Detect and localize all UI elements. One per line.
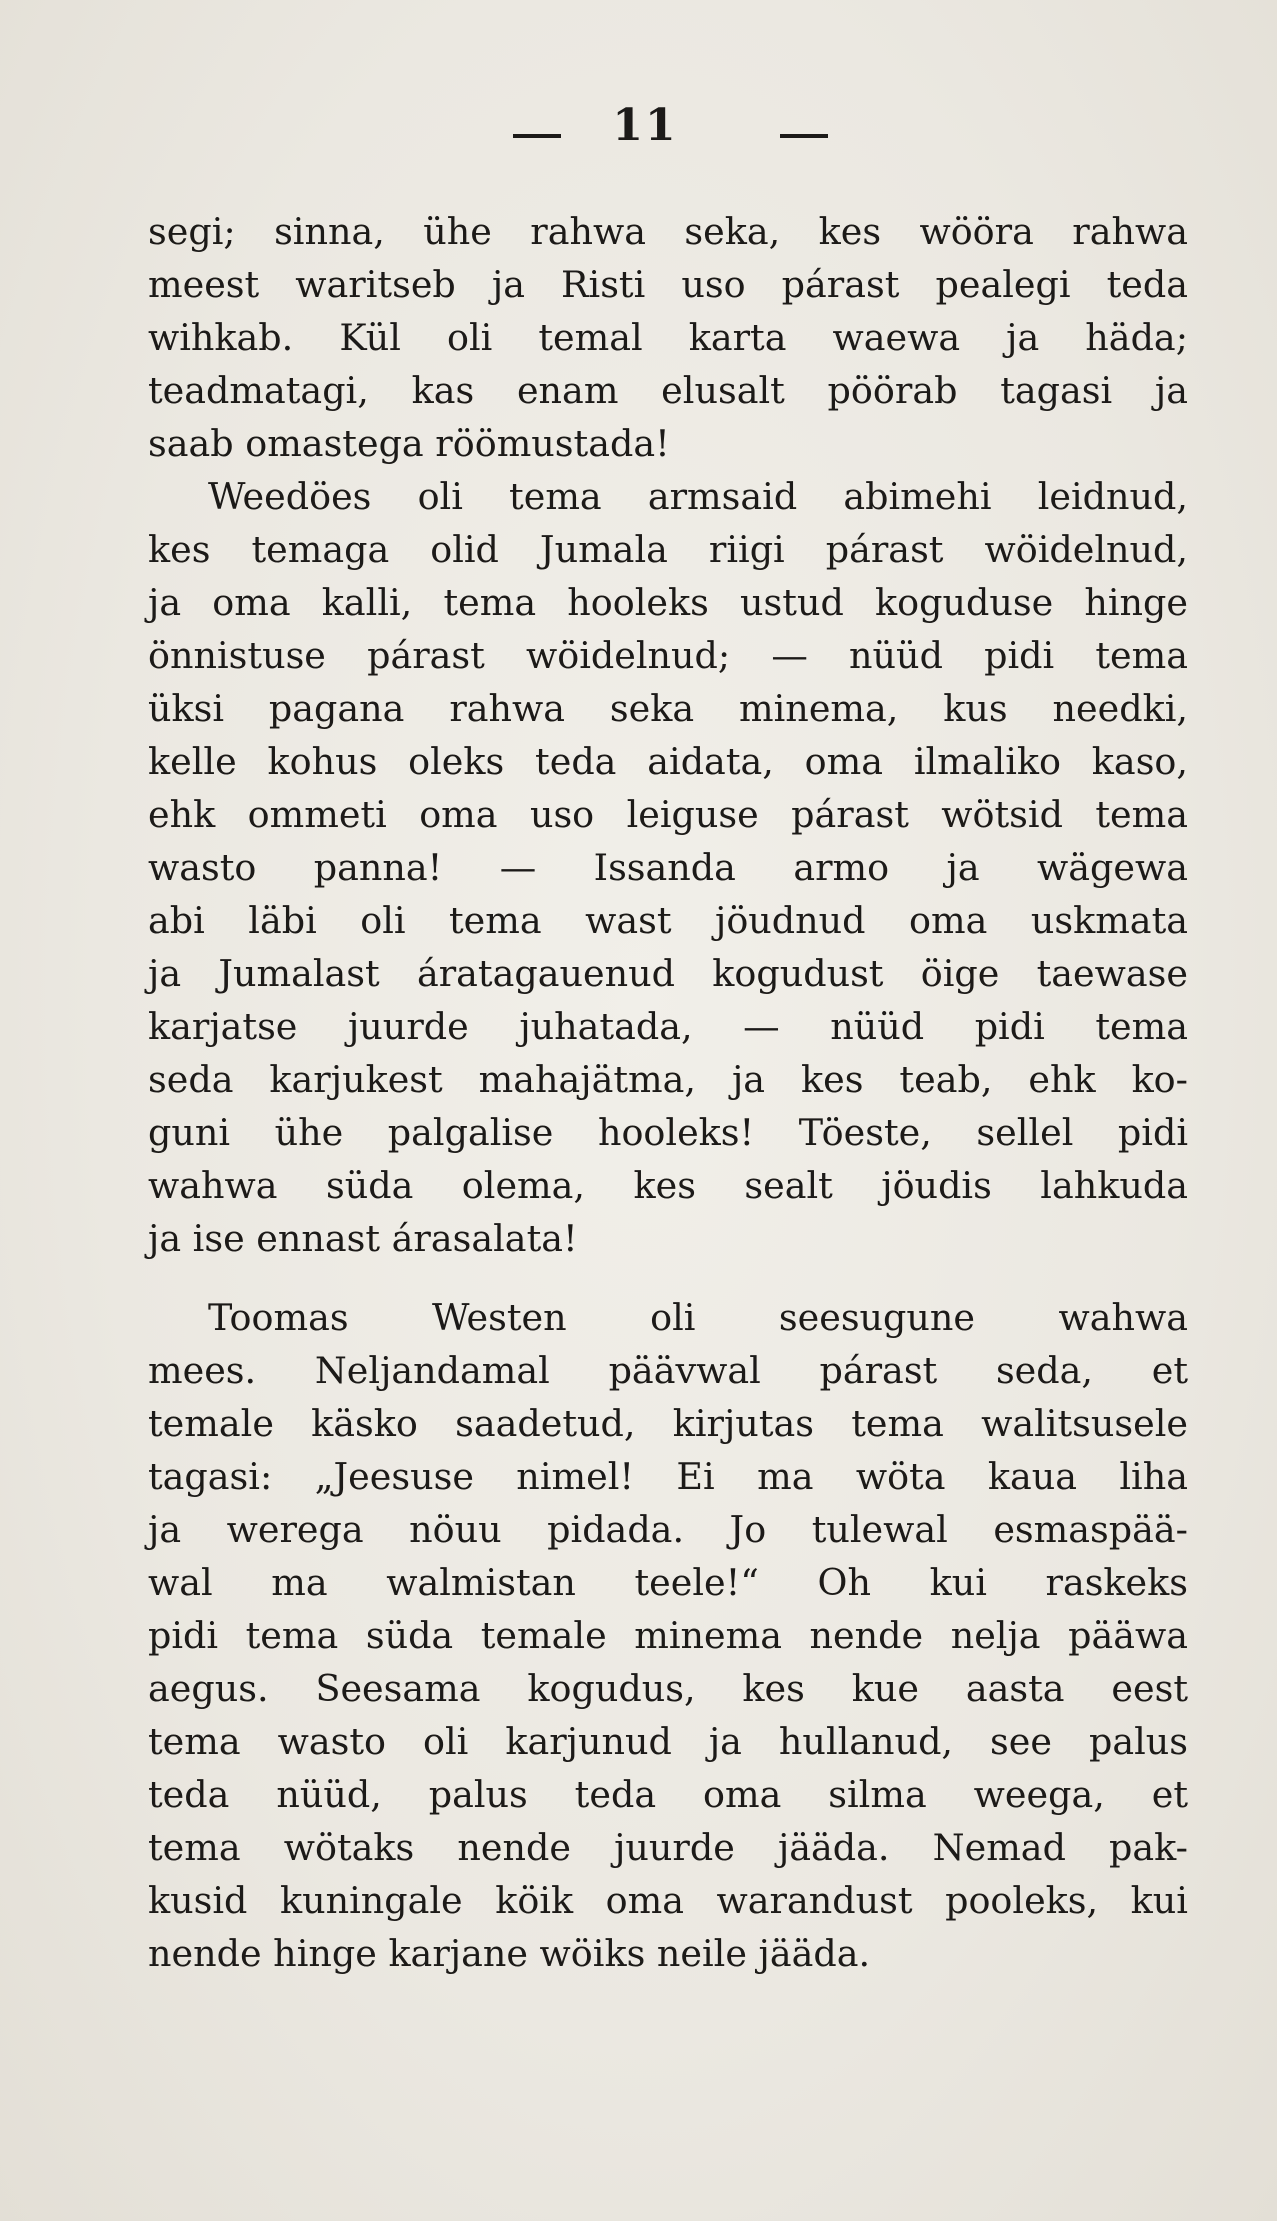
text-line: nende hinge karjane wöiks neile jääda. (148, 1932, 871, 1975)
text-line: ja werega nöuu pidada. Jo tulewal esmaspää- (148, 1508, 1188, 1551)
text-line: teda nüüd, palus teda oma silma weega, et (148, 1773, 1188, 1816)
text-line: teadmatagi, kas enam elusalt pöörab tagasi ja (148, 369, 1188, 412)
text-line: tema wötaks nende juurde jääda. Nemad pak- (148, 1826, 1188, 1869)
body-text (148, 205, 1188, 1980)
text-line: kelle kohus oleks teda aidata, oma ilmaliko kaso, (148, 740, 1188, 783)
header-dash-left (513, 134, 561, 138)
text-line: seda karjukest mahajätma, ja kes teab, ehk ko- (148, 1058, 1188, 1101)
text-line: temale käsko saadetud, kirjutas tema walitsusele (148, 1402, 1188, 1445)
text-line: ehk ommeti oma uso leiguse párast wötsid tema (148, 793, 1188, 836)
text-line: ja oma kalli, tema hooleks ustud koguduse hinge (148, 581, 1188, 624)
text-line: karjatse juurde juhatada, — nüüd pidi tema (148, 1005, 1188, 1048)
text-line: Weedöes oli tema armsaid abimehi leidnud, (208, 475, 1188, 518)
text-line: pidi tema süda temale minema nende nelja pääwa (148, 1614, 1188, 1657)
text-line: wahwa süda olema, kes sealt jöudis lahkuda (148, 1164, 1188, 1207)
text-line: abi läbi oli tema wast jöudnud oma uskmata (148, 899, 1188, 942)
paragraph-3 (148, 1291, 1188, 1980)
text-line: guni ühe palgalise hooleks! Töeste, sellel pidi (148, 1111, 1188, 1154)
text-line: tagasi: „Jeesuse nimel! Ei ma wöta kaua liha (148, 1455, 1188, 1498)
text-line: meest waritseb ja Risti uso párast pealegi teda (148, 263, 1188, 306)
text-line: segi; sinna, ühe rahwa seka, kes wööra rahwa (148, 210, 1188, 253)
header-dash-right (780, 134, 828, 138)
page-number: 11 (612, 100, 678, 151)
text-line: aegus. Seesama kogudus, kes kue aasta eest (148, 1667, 1188, 1710)
text-line: üksi pagana rahwa seka minema, kus needki, (148, 687, 1188, 730)
text-line: wasto panna! — Issanda armo ja wägewa (148, 846, 1188, 889)
text-line: wihkab. Kül oli temal karta waewa ja häda; (148, 316, 1188, 359)
text-line: kusid kuningale köik oma warandust pooleks, kui (148, 1879, 1188, 1922)
paragraph-1 (148, 205, 1188, 470)
page-header (0, 100, 1277, 160)
text-line: wal ma walmistan teele!“ Oh kui raskeks (148, 1561, 1188, 1604)
text-line: tema wasto oli karjunud ja hullanud, see palus (148, 1720, 1188, 1763)
text-line: ja Jumalast áratagauenud kogudust öige taewase (148, 952, 1188, 995)
text-line: saab omastega röömustada! (148, 422, 670, 465)
text-line: Toomas Westen oli seesugune wahwa (208, 1296, 1188, 1339)
text-line: ja ise ennast árasalata! (148, 1217, 578, 1260)
text-line: önnistuse párast wöidelnud; — nüüd pidi tema (148, 634, 1188, 677)
paragraph-2 (148, 470, 1188, 1265)
text-line: mees. Neljandamal päävwal párast seda, et (148, 1349, 1188, 1392)
text-line: kes temaga olid Jumala riigi párast wöidelnud, (148, 528, 1188, 571)
paragraph-gap (148, 1265, 1188, 1291)
